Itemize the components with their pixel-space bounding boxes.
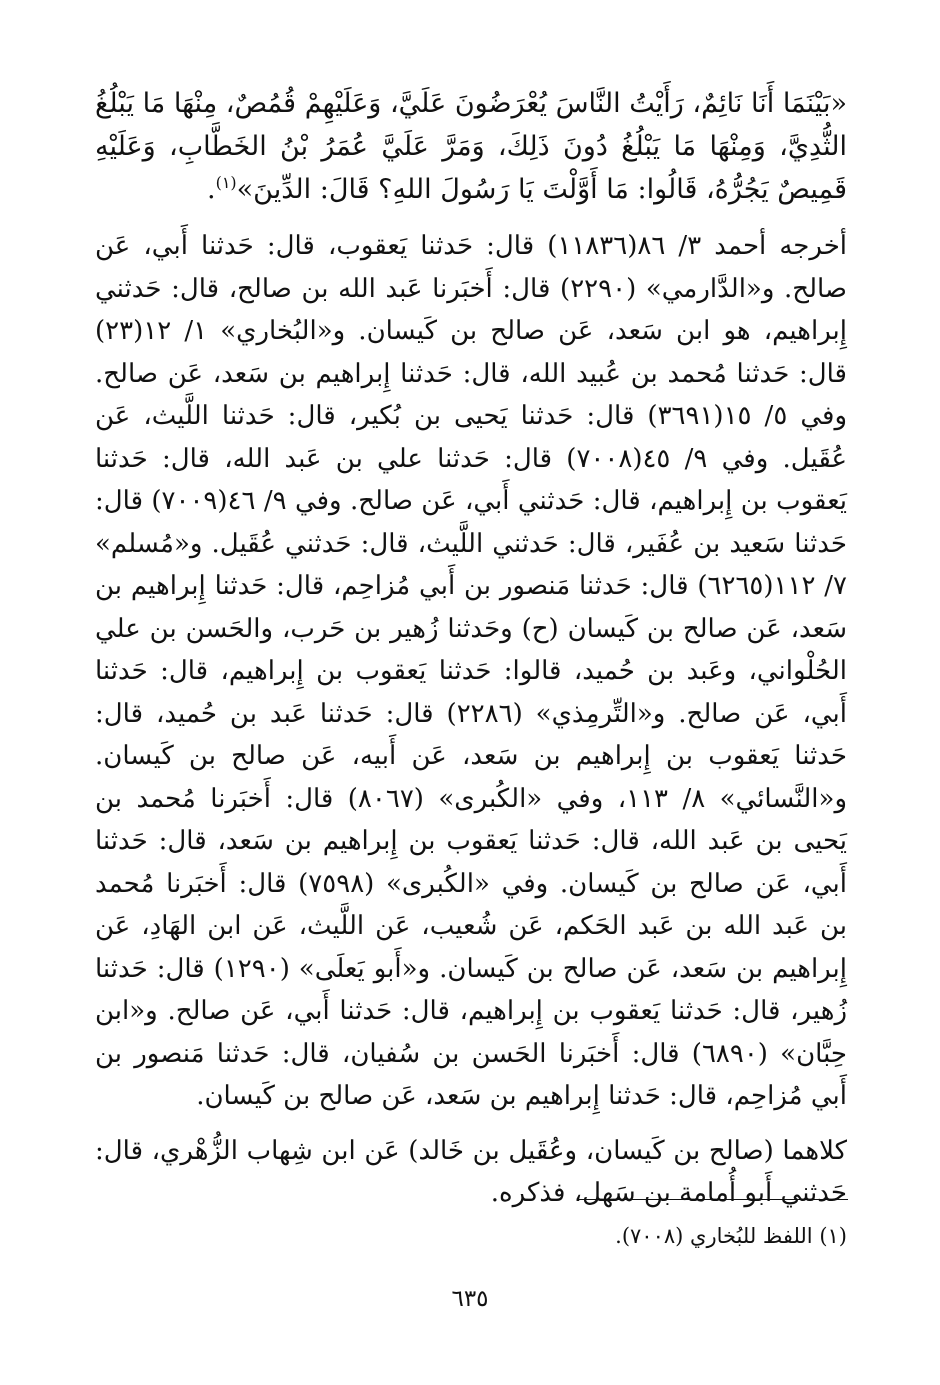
footnote: (١) اللفظ للبُخاري (٧٠٠٨). (615, 1224, 847, 1248)
takhrij-paragraph: أخرجه أحمد ٣/ ٨٦(١١٨٣٦) قال: حَدثنا يَعقوب، قال: حَدثنا أَبي، عَن صالح. و«الدَّارمي» (٢٢٩٠) قال: أَخبَرنا عَبد الله بن صالح، قال: حَدثني إِبراهيم، هو ابن سَعد، عَن صالح بن كَيسان. و«البُخاري» ١/ ١٢(٢٣) قال: حَدثنا مُحمد بن عُبيد الله، قال: حَدثنا إِبراهيم بن سَعد، عَن صالح. وفي ٥/ ١٥(٣٦٩١) قال: حَدثنا يَحيى بن بُكير، قال: حَدثنا اللَّيث، عَن عُقَيل. وفي ٩/ ٤٥(٧٠٠٨) قال: حَدثنا علي بن عَبد الله، قال: حَدثنا يَعقوب بن إِبراهيم، قال: حَدثني أَبي، عَن صالح. وفي ٩/ ٤٦(٧٠٠٩) قال: حَدثنا سَعيد بن عُفَير، قال: حَدثني اللَّيث، قال: حَدثني عُقَيل. و«مُسلم» ٧/ ١١٢(٦٢٦٥) قال: حَدثنا مَنصور بن أَبي مُزاحِم، قال: حَدثنا إِبراهيم بن سَعد، عَن صالح بن كَيسان (ح) وحَدثنا زُهير بن حَرب، والحَسن بن علي الحُلْواني، وعَبد بن حُميد، قالوا: حَدثنا يَعقوب بن إِبراهيم، قال: حَدثنا أَبي، عَن صالح. و«التِّرمِذي» (٢٢٨٦) قال: حَدثنا عَبد بن حُميد، قال: حَدثنا يَعقوب بن إِبراهيم بن سَعد، عَن أَبيه، عَن صالح بن كَيسان. و«النَّسائي» ٨/ ١١٣، وفي «الكُبرى» (٨٠٦٧) قال: أَخبَرنا مُحمد بن يَحيى بن عَبد الله، قال: حَدثنا يَعقوب بن إِبراهيم بن سَعد، قال: حَدثنا أَبي، عَن صالح بن كَيسان. وفي «الكُبرى» (٧٥٩٨) قال: أَخبَرنا مُحمد بن عَبد الله بن عَبد الحَكم، عَن شُعيب، عَن اللَّيث، عَن ابن الهَادِ، عَن إِبراهيم بن سَعد، عَن صالح بن كَيسان. و«أَبو يَعلَى» (١٢٩٠) قال: حَدثنا زُهير، قال: حَدثنا يَعقوب بن إِبراهيم، قال: حَدثنا أَبي، عَن صالح. و«ابن حِبَّان» (٦٨٩٠) قال: أَخبَرنا الحَسن بن سُفيان، قال: حَدثنا مَنصور بن أَبي مُزاحِم، قال: حَدثنا إِبراهيم بن سَعد، عَن صالح بن كَيسان. (95, 231, 848, 1111)
footnote-reference: (١) (215, 173, 237, 192)
hadith-end-mark: . (206, 174, 216, 205)
hadith-text: «بَيْنَمَا أَنَا نَائِمٌ، رَأَيْتُ النَّاسَ يُعْرَضُونَ عَلَيَّ، وَعَلَيْهِمْ قُمُصٌ، مِنْهَا مَا يَبْلُغُ الثُّدِيَّ، وَمِنْهَا مَا يَبْلُغُ دُونَ ذَلِكَ، وَمَرَّ عَلَيَّ عُمَرُ بْنُ الخَطَّابِ، وَعَلَيْهِ قَمِيصٌ يَجُرُّهُ، قَالُوا: مَا أَوَّلْتَ يَا رَسُولَ اللهِ؟ قَالَ: الدِّينَ» (95, 88, 847, 205)
footnote-separator (578, 1199, 848, 1200)
page-body (95, 82, 847, 1215)
hadith-text-block (95, 82, 847, 211)
isnad-summary-paragraph: كلاهما (صالح بن كَيسان، وعُقَيل بن خَالد) عَن ابن شِهاب الزُّهْري، قال: حَدثني أَبو أُمامة بن سَهل، فذكره. (95, 1135, 847, 1208)
page-number: ٦٣٥ (451, 1286, 489, 1312)
